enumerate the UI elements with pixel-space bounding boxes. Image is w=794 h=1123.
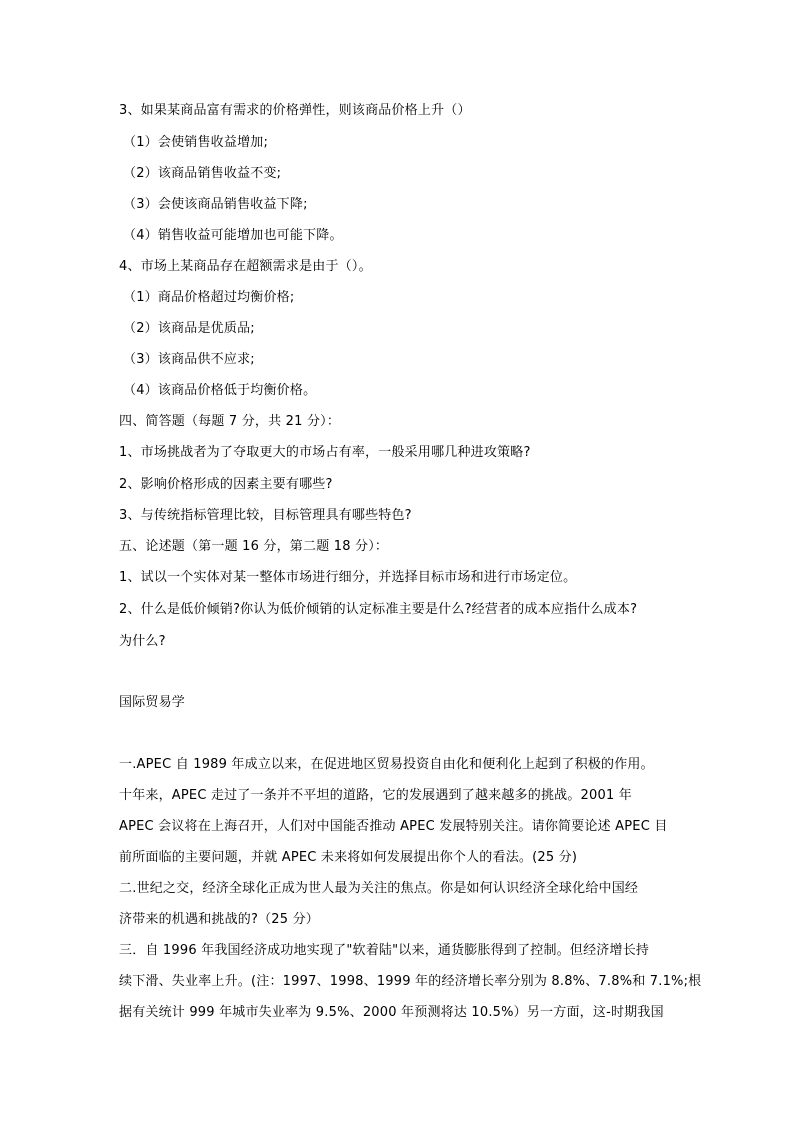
essay-1: 1、试以一个实体对某一整体市场进行细分，并选择目标市场和进行市场定位。 (119, 570, 577, 585)
trade-question-1-line-3: APEC 会议将在上海召开，人们对中国能否推动 APEC 发展特别关注。请你简要论述 APEC 目 (119, 819, 668, 834)
section-heading-essay: 五、论述题（第一题 16 分，第二题 18 分）： (119, 539, 389, 554)
section-heading-short-answer: 四、简答题（每题 7 分，共 21 分）： (119, 414, 341, 429)
q4-option-2: （2）该商品是优质品; (123, 321, 255, 336)
essay-2: 2、什么是低价倾销?你认为低价倾销的认定标准主要是什么?经营者的成本应指什么成本? (119, 602, 638, 617)
short-answer-1: 1、市场挑战者为了夺取更大的市场占有率，一般采用哪几种进攻策略? (119, 445, 531, 460)
question-3: 3、如果某商品富有需求的价格弹性，则该商品价格上升（） (119, 103, 471, 118)
q4-option-4: （4）该商品价格低于均衡价格。 (123, 383, 317, 398)
q4-option-3: （3）该商品供不应求; (123, 352, 255, 367)
trade-question-3-line-3: 据有关统计 999 年城市失业率为 9.5%、2000 年预测将达 10.5%）另一方面，这-时期我国 (119, 1005, 664, 1020)
essay-2-continued: 为什么? (119, 634, 166, 649)
q3-option-4: （4）销售收益可能增加也可能下降。 (123, 228, 343, 243)
trade-question-3-line-2: 续下滑、失业率上升。(注：1997、1998、1999 年的经济增长率分别为 8.8%、7.8%和 7.1%;根 (119, 974, 702, 989)
trade-question-3-line-1: 三．自 1996 年我国经济成功地实现了"软着陆"以来，通货膨胀得到了控制。但经济增长持 (119, 943, 650, 958)
trade-question-1-line-1: 一.APEC 自 1989 年成立以来，在促进地区贸易投资自由化和便利化上起到了积极的作用。 (119, 757, 654, 772)
trade-question-1-line-2: 十年来，APEC 走过了一条并不平坦的道路，它的发展遇到了越来越多的挑战。2001 年 (119, 788, 632, 803)
q3-option-3: （3）会使该商品销售收益下降; (123, 197, 308, 212)
q3-option-2: （2）该商品销售收益不变; (123, 166, 282, 181)
q4-option-1: （1）商品价格超过均衡价格; (123, 290, 295, 305)
q3-option-1: （1）会使销售收益增加; (123, 135, 269, 150)
question-4: 4、市场上某商品存在超额需求是由于（）。 (119, 259, 372, 274)
short-answer-2: 2、影响价格形成的因素主要有哪些? (119, 477, 333, 492)
trade-question-2-line-1: 二.世纪之交，经济全球化正成为世人最为关注的焦点。你是如何认识经济全球化给中国经 (119, 881, 639, 896)
trade-question-2-line-2: 济带来的机遇和挑战的?（25 分） (119, 912, 319, 927)
short-answer-3: 3、与传统指标管理比较，目标管理具有哪些特色? (119, 508, 412, 523)
trade-question-1-line-4: 前所面临的主要问题，并就 APEC 未来将如何发展提出你个人的看法。(25 分) (119, 850, 578, 865)
section-title-international-trade: 国际贸易学 (119, 695, 186, 710)
